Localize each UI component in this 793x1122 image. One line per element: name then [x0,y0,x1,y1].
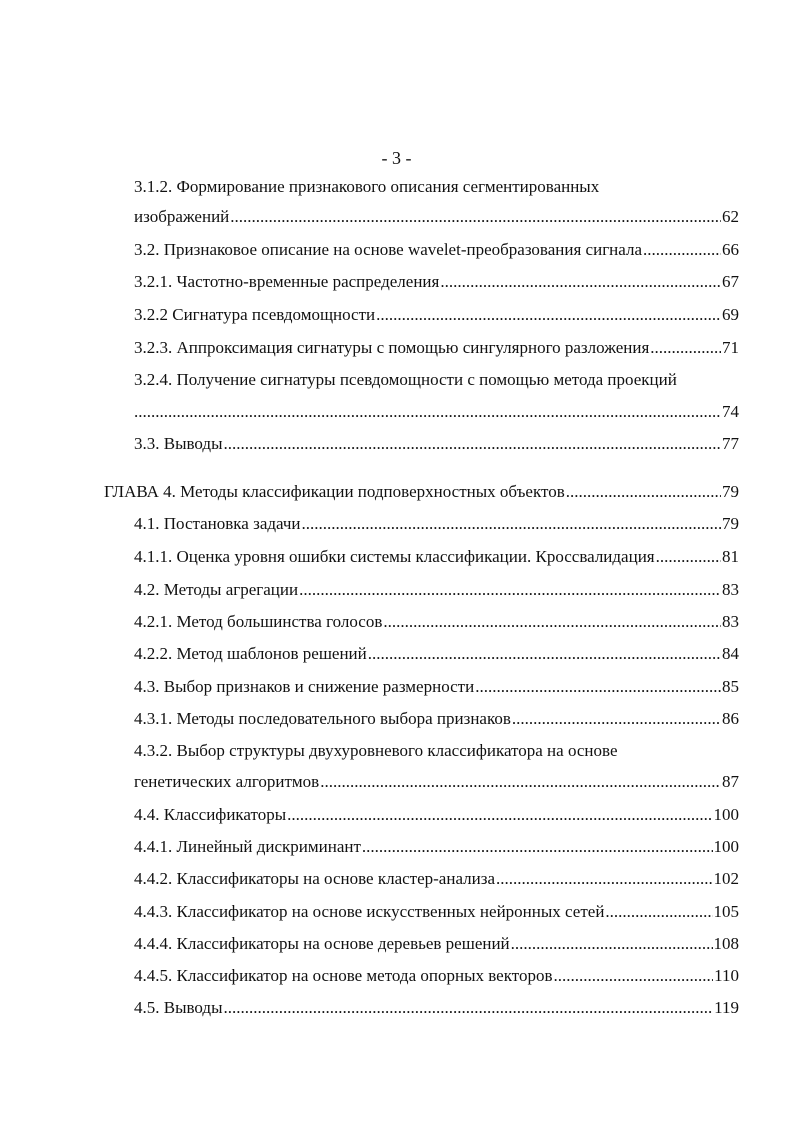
toc-entry-3-2-4 [0,368,793,392]
toc-page: 87 [722,772,739,791]
toc-page: 108 [713,934,739,953]
toc-entry-4-2-2 [0,642,793,666]
toc-title: 3.2.3. Аппроксимация сигнатуры с помощью сингулярного разложения [134,338,650,357]
toc-entry-4-5 [0,996,793,1020]
toc-page: 100 [713,837,739,856]
toc-page: 105 [713,902,739,921]
toc-entry-4-4-4 [0,932,793,956]
toc-entry-3-2-3 [0,336,793,360]
toc-leader [512,707,721,731]
toc-leader [605,900,712,924]
toc-entry-4-4-5 [0,964,793,988]
toc-entry-3-2 [0,238,793,262]
toc-page: 83 [722,580,739,599]
toc-page: 83 [722,612,739,631]
toc-leader [650,336,721,360]
toc-title: 4.2.2. Метод шаблонов решений [134,644,367,663]
toc-entry-4-4-2 [0,867,793,891]
toc-entry-4-1-1 [0,545,793,569]
toc-page: 69 [722,305,739,324]
toc-leader [320,770,721,794]
toc-entry-4-3-2 [0,739,793,763]
toc-page: 77 [722,434,739,453]
toc-leader [376,303,721,327]
toc-leader [362,835,713,859]
toc-leader [553,964,713,988]
toc-title: 3.3. Выводы [134,434,223,453]
toc-page: 84 [722,644,739,663]
toc-entry-3-2-4-cont [0,400,793,424]
toc-entry-4-4 [0,803,793,827]
toc-entry-4-3-2-cont [0,770,793,794]
toc-title: 4.4.5. Классификатор на основе метода опорных векторов [134,966,553,985]
toc-entry-4-4-3 [0,900,793,924]
toc-entry-3-2-2 [0,303,793,327]
toc-leader [230,205,721,229]
toc-page: 85 [722,677,739,696]
toc-leader [134,400,721,424]
toc-title: изображений [134,207,230,226]
toc-entry-4-1 [0,512,793,536]
toc-title: 4.4. Классификаторы [134,805,287,824]
toc-leader [566,480,721,504]
toc-page: 71 [722,338,739,357]
toc-entry-3-1-2-cont [0,205,793,229]
toc-entry-3-3 [0,432,793,456]
toc-title: 4.4.3. Классификатор на основе искусственных нейронных сетей [134,902,605,921]
toc-page: 62 [722,207,739,226]
toc-title: ГЛАВА 4. Методы классификации подповерхностных объектов [104,482,565,501]
toc-entry-chapter-4 [0,480,793,504]
toc-leader [496,867,713,891]
toc-page: 79 [722,514,739,533]
toc-page: 66 [722,240,739,259]
toc-entry-3-2-1 [0,270,793,294]
toc-page: 67 [722,272,739,291]
toc-entry-3-1-2 [0,175,793,199]
toc-leader [224,996,714,1020]
toc-entry-4-2 [0,578,793,602]
toc-entry-4-4-1 [0,835,793,859]
toc-leader [475,675,721,699]
toc-title: 3.2. Признаковое описание на основе wavelet-преобразования сигнала [134,240,642,259]
toc-leader [224,432,721,456]
toc-title: 4.4.1. Линейный дискриминант [134,837,361,856]
toc-leader [299,578,721,602]
toc-title: 3.2.1. Частотно-временные распределения [134,272,440,291]
toc-title-line1: 4.3.2. Выбор структуры двухуровневого классификатора на основе [134,741,618,760]
toc-title: 4.5. Выводы [134,998,223,1017]
toc-leader [643,238,721,262]
toc-title: генетических алгоритмов [134,772,320,791]
page-number: - 3 - [381,148,412,168]
toc-leader [368,642,721,666]
toc-title-line1: 3.2.4. Получение сигнатуры псевдомощности с помощью метода проекций [134,370,677,389]
toc-title: 4.3.1. Методы последовательного выбора признаков [134,709,511,728]
toc-entry-4-3 [0,675,793,699]
toc-title-line1: 3.1.2. Формирование признакового описания сегментированных [134,177,600,196]
toc-page: 86 [722,709,739,728]
toc-leader [302,512,721,536]
toc-leader [383,610,721,634]
toc-title: 3.2.2 Сигнатура псевдомощности [134,305,376,324]
toc-page: 79 [722,482,739,501]
toc-title: 4.4.2. Классификаторы на основе кластер-анализа [134,869,495,888]
toc-title: 4.4.4. Классификаторы на основе деревьев решений [134,934,510,953]
toc-title: 4.1.1. Оценка уровня ошибки системы классификации. Кроссвалидация [134,547,655,566]
toc-page: 100 [713,805,739,824]
toc-title: 4.2. Методы агрегации [134,580,299,599]
toc-leader [656,545,721,569]
toc-page: 74 [722,402,739,421]
toc-title: 4.3. Выбор признаков и снижение размерности [134,677,475,696]
toc-page: 102 [713,869,739,888]
toc-entry-4-2-1 [0,610,793,634]
toc-entry-4-3-1 [0,707,793,731]
toc-leader [440,270,721,294]
toc-page: 110 [714,966,739,985]
toc-leader [511,932,713,956]
toc-page: 81 [722,547,739,566]
toc-title: 4.1. Постановка задачи [134,514,301,533]
toc-page: 119 [714,998,739,1017]
toc-title: 4.2.1. Метод большинства голосов [134,612,383,631]
toc-leader [287,803,712,827]
